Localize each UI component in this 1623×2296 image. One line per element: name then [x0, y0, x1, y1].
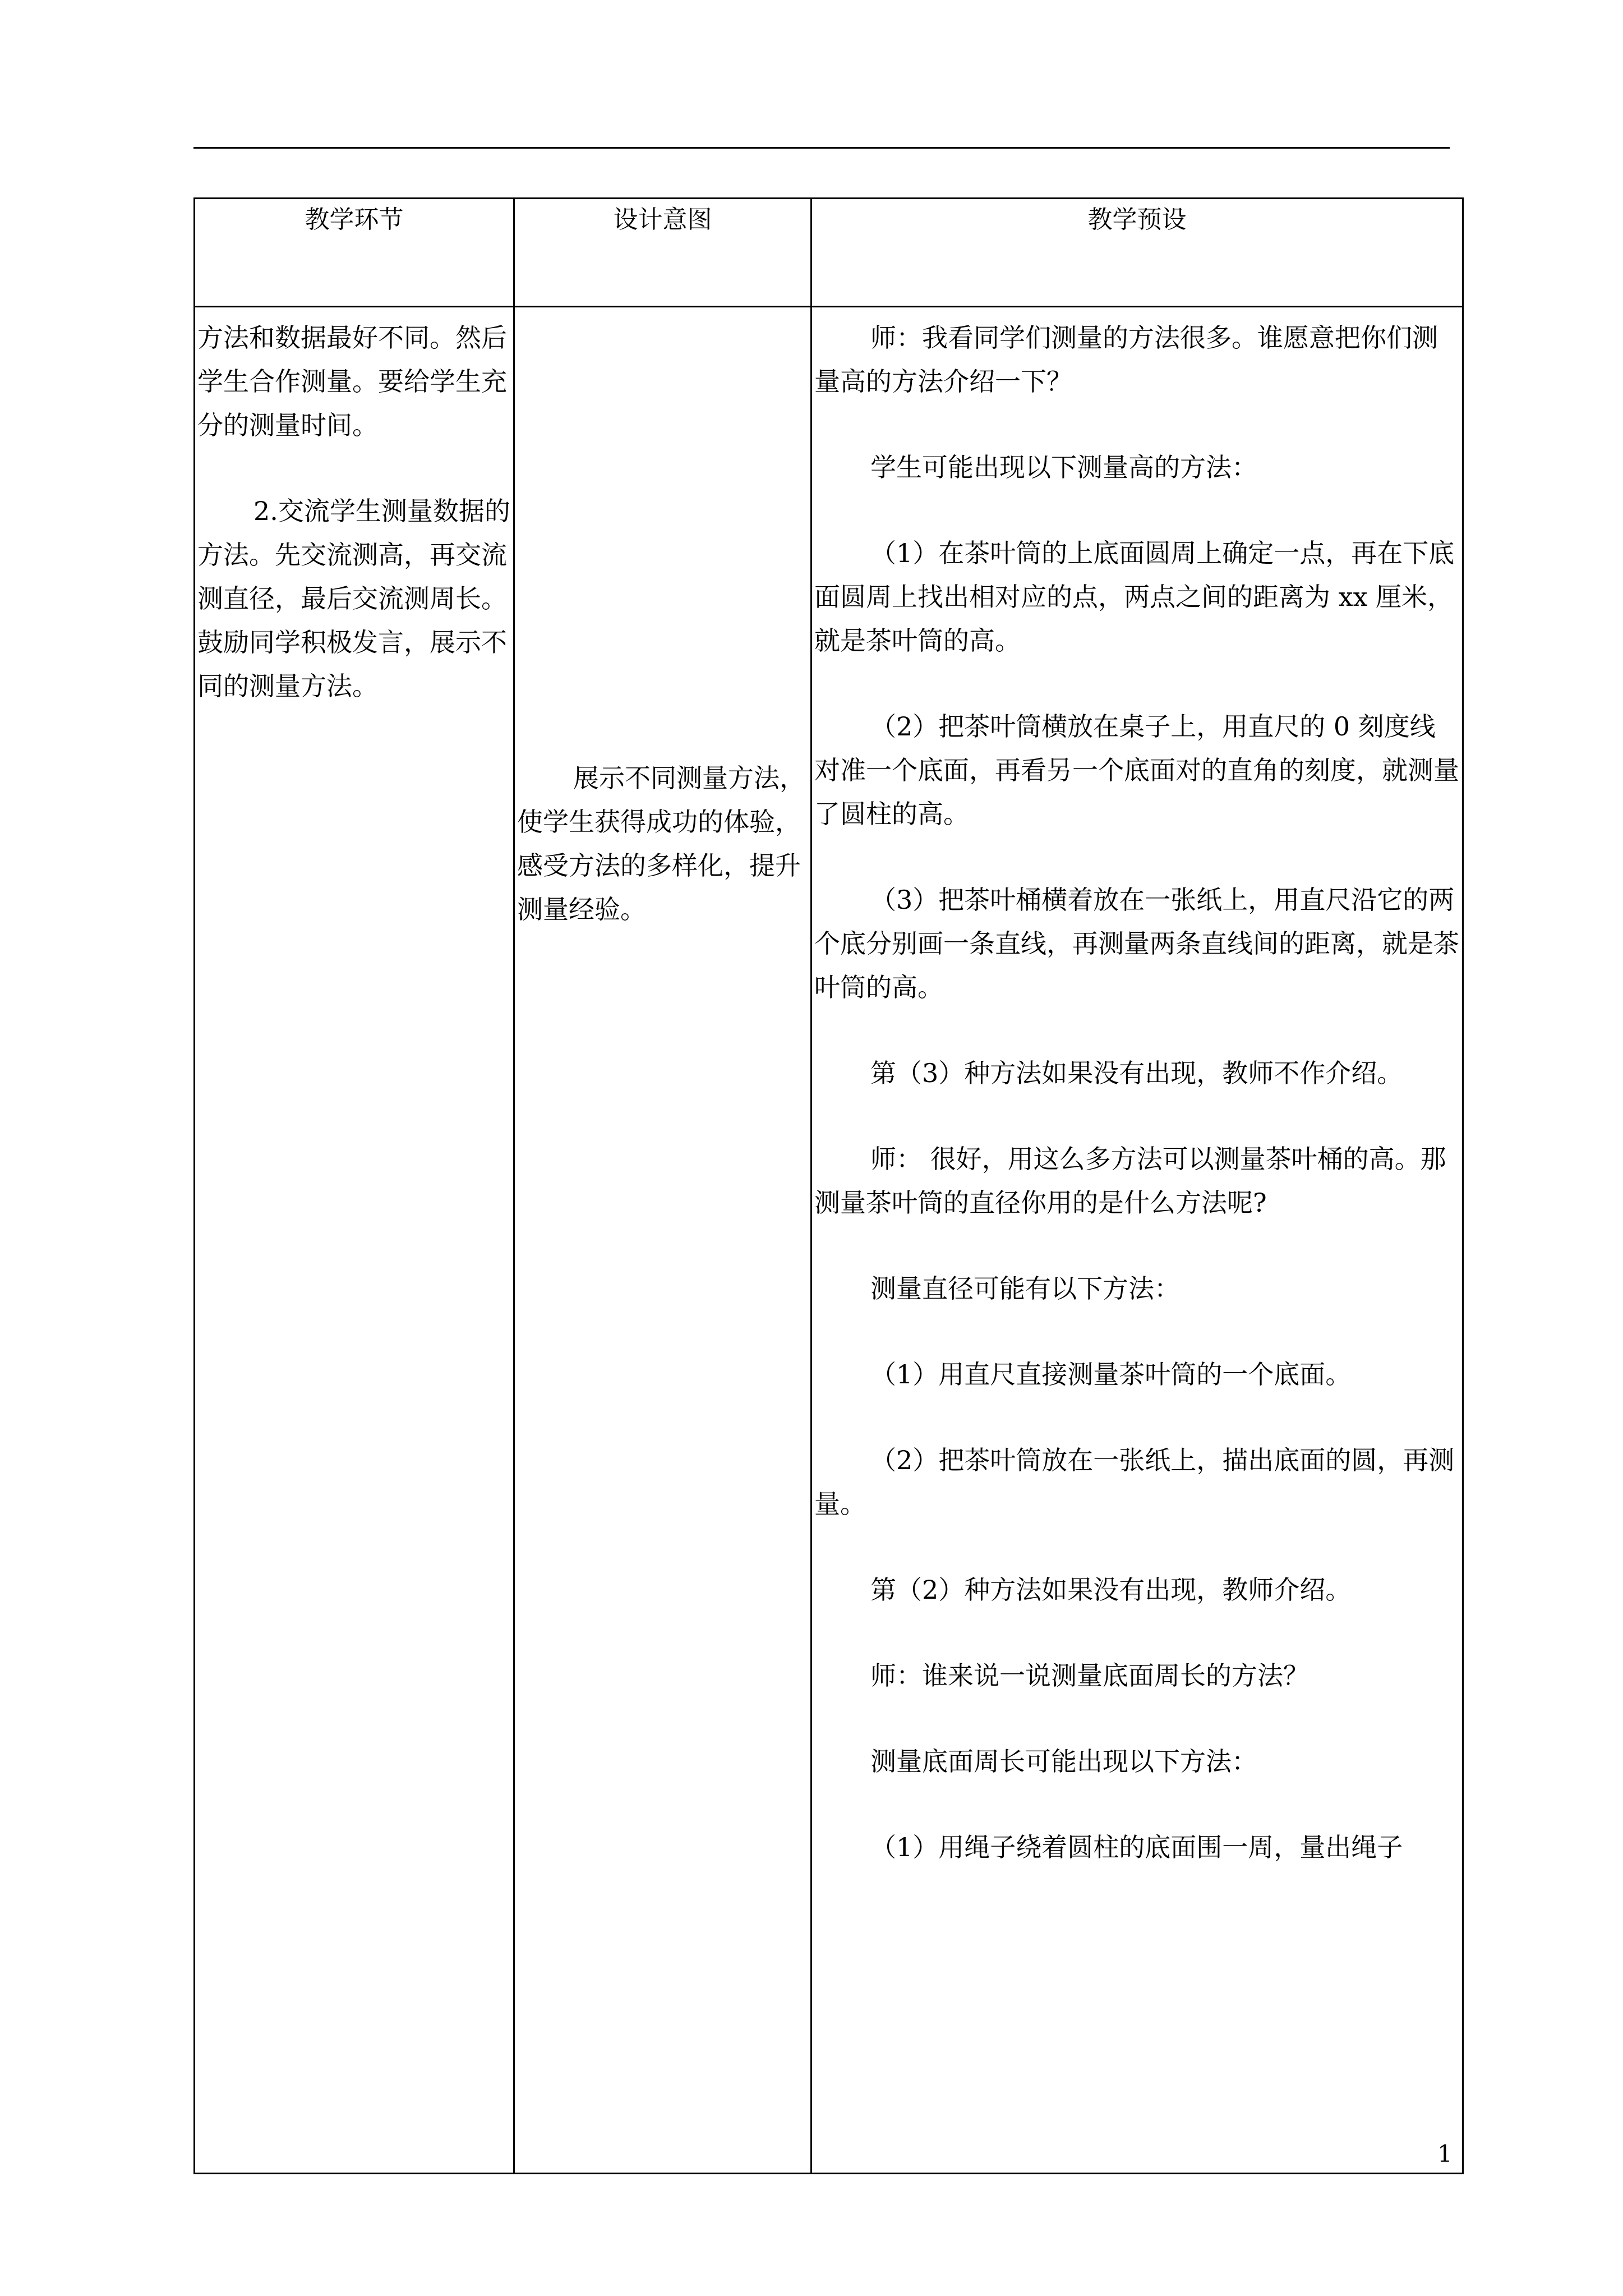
plan-paragraph: 师：我看同学们测量的方法很多。谁愿意把你们测量高的方法介绍一下？ [814, 323, 1438, 397]
plan-paragraph: 第（3）种方法如果没有出现，教师不作介绍。 [870, 1058, 1403, 1088]
teaching-plan-cell [811, 307, 1463, 2174]
plan-paragraph: （3）把茶叶桶横着放在一张纸上，用直尺沿它的两个底分别画一条直线，再测量两条直线间的距离，就是茶叶筒的高。 [814, 885, 1459, 1002]
lesson-plan-table [193, 197, 1464, 2174]
stage-paragraph: 2.交流学生测量数据的方法。先交流测高，再交流测直径，最后交流测周长。鼓励同学积极发言，展示不同的测量方法。 [197, 496, 510, 701]
plan-paragraph: （1）在茶叶筒的上底面圆周上确定一点，再在下底面圆周上找出相对应的点，两点之间的距离为 xx 厘米，就是茶叶筒的高。 [814, 538, 1455, 656]
header-rule [193, 147, 1450, 149]
plan-paragraph: 第（2）种方法如果没有出现，教师介绍。 [870, 1575, 1352, 1605]
plan-paragraph: （1）用直尺直接测量茶叶筒的一个底面。 [870, 1359, 1352, 1389]
plan-paragraph: （1）用绳子绕着圆柱的底面围一周，量出绳子 [870, 1832, 1403, 1862]
header-design-intent: 设计意图 [514, 199, 811, 307]
design-intent-cell [514, 307, 811, 2174]
page-number: 1 [1437, 2140, 1453, 2168]
stage-paragraph: 方法和数据最好不同。然后学生合作测量。要给学生充分的测量时间。 [197, 323, 507, 440]
plan-paragraph: 测量底面周长可能出现以下方法： [870, 1746, 1257, 1777]
plan-paragraph: （2）把茶叶筒横放在桌子上，用直尺的 0 刻度线对准一个底面，再看另一个底面对的直角的刻度，就测量了圆柱的高。 [814, 711, 1459, 829]
header-teaching-stage: 教学环节 [195, 199, 514, 307]
plan-paragraph: 师： 很好，用这么多方法可以测量茶叶桶的高。那测量茶叶筒的直径你用的是什么方法呢? [814, 1144, 1446, 1218]
teaching-stage-cell [195, 307, 514, 2174]
plan-paragraph: 师：谁来说一说测量底面周长的方法？ [870, 1660, 1309, 1691]
plan-paragraph: 测量直径可能有以下方法： [870, 1273, 1180, 1304]
table-body-row [195, 307, 1463, 2174]
intent-paragraph: 展示不同测量方法，使学生获得成功的体验，感受方法的多样化，提升测量经验。 [517, 763, 805, 924]
header-teaching-plan: 教学预设 [811, 199, 1463, 307]
plan-paragraph: 学生可能出现以下测量高的方法： [870, 452, 1257, 482]
table-header-row [195, 199, 1463, 307]
plan-paragraph: （2）把茶叶筒放在一张纸上，描出底面的圆，再测量。 [814, 1445, 1455, 1519]
